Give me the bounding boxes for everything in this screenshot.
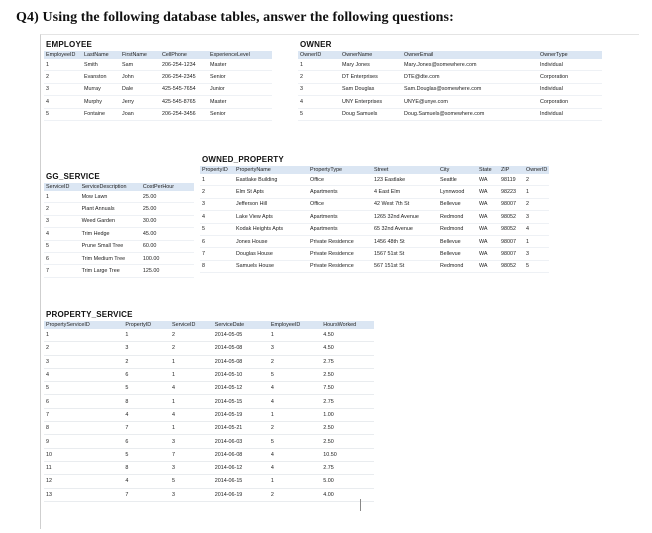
table-cell: 98223	[499, 186, 524, 198]
table-cell: 206-254-1234	[160, 59, 208, 71]
table-cell: 2.50	[321, 368, 374, 381]
table-cell: 7	[200, 248, 234, 260]
table-row	[44, 448, 374, 461]
table-row	[44, 265, 194, 277]
table-cell: 7.50	[321, 382, 374, 395]
table-cell: Bellevue	[438, 198, 477, 210]
column-header: ExperienceLevel	[208, 51, 272, 59]
table-cell: 7	[44, 265, 80, 277]
column-header: OwnerName	[340, 51, 402, 59]
column-header: PropertyServiceID	[44, 321, 123, 329]
column-header: PropertyName	[234, 166, 308, 174]
table-cell: 1	[269, 408, 321, 421]
table-cell: Eastlake Building	[234, 174, 308, 186]
table-cell: 4	[44, 368, 123, 381]
table-cell: Sam.Douglas@somewhere.com	[402, 83, 538, 95]
table-cell: 3	[524, 211, 549, 223]
table-cell: Private Residence	[308, 248, 372, 260]
table-cell: 98007	[499, 248, 524, 260]
table-cell: 4	[44, 228, 80, 240]
column-header: HoursWorked	[321, 321, 374, 329]
table-row	[44, 435, 374, 448]
table-cell: 2014-05-19	[213, 408, 269, 421]
table-cell: Trim Medium Tree	[80, 252, 141, 264]
table-cell: 2	[269, 422, 321, 435]
table-cell: 7	[123, 422, 170, 435]
table-cell: Senior	[208, 108, 272, 120]
table-cell: 2.50	[321, 422, 374, 435]
table-cell: 3	[524, 248, 549, 260]
table-row	[44, 96, 272, 108]
table-cell: Office	[308, 174, 372, 186]
table-row	[298, 108, 602, 120]
table-cell: 4	[123, 408, 170, 421]
table-row	[200, 174, 549, 186]
table-cell: 98119	[499, 174, 524, 186]
table-cell: 3	[298, 83, 340, 95]
table-cell: 2	[200, 186, 234, 198]
table-cell: 1456 48th St	[372, 235, 438, 247]
table-row	[44, 83, 272, 95]
table-row	[44, 461, 374, 474]
employee-table	[44, 51, 272, 121]
table-cell: 567 151st St	[372, 260, 438, 272]
table-cell: Weed Garden	[80, 215, 141, 227]
table-cell: 6	[200, 235, 234, 247]
table-cell: 2	[269, 355, 321, 368]
table-cell: 2	[44, 342, 123, 355]
owner-table-block	[298, 40, 640, 121]
owned-property-title: OWNED_PROPERTY	[202, 155, 284, 164]
table-cell: 5	[269, 368, 321, 381]
table-cell: Murray	[82, 83, 120, 95]
table-cell: 5	[200, 223, 234, 235]
column-header: CostPerHour	[141, 183, 194, 191]
table-cell: 5	[123, 448, 170, 461]
table-cell: 6	[44, 252, 80, 264]
table-cell: Dale	[120, 83, 160, 95]
table-cell: 60.00	[141, 240, 194, 252]
table-cell: 1	[524, 235, 549, 247]
table-cell: DTE@dte.com	[402, 71, 538, 83]
table-cell: Corporation	[538, 96, 602, 108]
table-cell: 13	[44, 488, 123, 501]
table-cell: Prune Small Tree	[80, 240, 141, 252]
table-cell: UNYE@unye.com	[402, 96, 538, 108]
table-cell: 4	[123, 475, 170, 488]
table-cell: Master	[208, 96, 272, 108]
table-cell: 2014-05-10	[213, 368, 269, 381]
table-cell: Mow Lawn	[80, 191, 141, 203]
table-cell: 2014-05-08	[213, 342, 269, 355]
table-cell: 3	[269, 342, 321, 355]
table-cell: 2	[298, 71, 340, 83]
column-header: PropertyID	[123, 321, 170, 329]
table-cell: 5.00	[321, 475, 374, 488]
gg-service-table-block	[44, 172, 194, 278]
table-cell: 100.00	[141, 252, 194, 264]
table-cell: 2014-06-08	[213, 448, 269, 461]
column-header: LastName	[82, 51, 120, 59]
table-cell: 2	[170, 342, 213, 355]
table-cell: 2	[524, 198, 549, 210]
table-cell: 5	[44, 382, 123, 395]
table-cell: 206-254-3456	[160, 108, 208, 120]
column-header: ServiceID	[170, 321, 213, 329]
table-cell: 1	[44, 59, 82, 71]
table-cell: Mary Jones	[340, 59, 402, 71]
property-service-table-block	[44, 310, 374, 502]
table-cell: 4	[44, 96, 82, 108]
property-service-table	[44, 321, 374, 502]
column-header: City	[438, 166, 477, 174]
header-row	[44, 51, 272, 59]
column-header: ServiceDescription	[80, 183, 141, 191]
table-cell: 3	[170, 488, 213, 501]
table-cell: 4	[269, 448, 321, 461]
table-cell: 1	[170, 368, 213, 381]
table-cell: Doug.Samuels@somewhere.com	[402, 108, 538, 120]
table-cell: 1	[524, 186, 549, 198]
column-header: CellPhone	[160, 51, 208, 59]
table-cell: 8	[200, 260, 234, 272]
gg-service-table	[44, 183, 194, 278]
table-cell: 5	[170, 475, 213, 488]
table-cell: 2014-06-03	[213, 435, 269, 448]
table-cell: Senior	[208, 71, 272, 83]
table-cell: 2	[524, 174, 549, 186]
table-cell: WA	[477, 260, 499, 272]
table-cell: 1	[170, 355, 213, 368]
table-cell: Murphy	[82, 96, 120, 108]
column-header: ZIP	[499, 166, 524, 174]
owner-title: OWNER	[300, 40, 332, 49]
column-header: PropertyID	[200, 166, 234, 174]
table-cell: 3	[123, 342, 170, 355]
table-cell: 1265 32nd Avenue	[372, 211, 438, 223]
table-cell: 1	[123, 329, 170, 342]
table-cell: WA	[477, 186, 499, 198]
table-row	[44, 71, 272, 83]
table-cell: 30.00	[141, 215, 194, 227]
table-cell: 2014-05-05	[213, 329, 269, 342]
table-cell: 25.00	[141, 191, 194, 203]
table-cell: 5	[298, 108, 340, 120]
table-cell: Evanston	[82, 71, 120, 83]
table-cell: 2	[123, 355, 170, 368]
table-cell: 2.75	[321, 395, 374, 408]
table-cell: Sam	[120, 59, 160, 71]
table-cell: Individual	[538, 108, 602, 120]
header-row	[200, 166, 549, 174]
table-cell: 4.50	[321, 342, 374, 355]
table-cell: 1	[170, 395, 213, 408]
table-cell: 425-545-7654	[160, 83, 208, 95]
table-row	[200, 223, 549, 235]
table-cell: Apartments	[308, 223, 372, 235]
table-row	[44, 203, 194, 215]
table-cell: 3	[170, 435, 213, 448]
table-cell: Corporation	[538, 71, 602, 83]
table-cell: 42 West 7th St	[372, 198, 438, 210]
table-cell: Elm St Apts	[234, 186, 308, 198]
table-cell: 65 32nd Avenue	[372, 223, 438, 235]
table-cell: 6	[123, 435, 170, 448]
table-cell: Lake View Apts	[234, 211, 308, 223]
table-cell: 3	[44, 355, 123, 368]
table-cell: 5	[44, 108, 82, 120]
table-cell: Master	[208, 59, 272, 71]
table-cell: 1	[200, 174, 234, 186]
table-cell: UNY Enterprises	[340, 96, 402, 108]
table-cell: 125.00	[141, 265, 194, 277]
table-cell: 2	[44, 203, 80, 215]
table-cell: 3	[44, 83, 82, 95]
table-cell: 2014-06-12	[213, 461, 269, 474]
table-cell: Seattle	[438, 174, 477, 186]
table-row	[44, 215, 194, 227]
table-cell: 98052	[499, 211, 524, 223]
table-cell: 4.50	[321, 329, 374, 342]
table-cell: 2014-06-19	[213, 488, 269, 501]
table-cell: 4.00	[321, 488, 374, 501]
table-cell: Private Residence	[308, 260, 372, 272]
table-cell: 8	[123, 395, 170, 408]
table-cell: Mary.Jones@somewhere.com	[402, 59, 538, 71]
table-cell: 2014-05-12	[213, 382, 269, 395]
table-row	[44, 355, 374, 368]
table-cell: 3	[44, 215, 80, 227]
header-row	[44, 321, 374, 329]
owned-property-table	[200, 166, 549, 273]
table-cell: 10	[44, 448, 123, 461]
table-cell: 4	[170, 382, 213, 395]
table-cell: Bellevue	[438, 248, 477, 260]
table-row	[44, 252, 194, 264]
table-cell: Plant Annuals	[80, 203, 141, 215]
table-cell: 123 Eastlake	[372, 174, 438, 186]
table-row	[200, 248, 549, 260]
table-cell: 2.75	[321, 355, 374, 368]
table-cell: 3	[170, 461, 213, 474]
table-cell: 2014-06-15	[213, 475, 269, 488]
table-row	[44, 408, 374, 421]
table-row	[44, 240, 194, 252]
column-header: State	[477, 166, 499, 174]
table-cell: 7	[123, 488, 170, 501]
table-cell: 8	[44, 422, 123, 435]
table-cell: 4	[200, 211, 234, 223]
column-header: OwnerType	[538, 51, 602, 59]
column-header: OwnerEmail	[402, 51, 538, 59]
table-cell: 6	[44, 395, 123, 408]
table-cell: 206-254-2345	[160, 71, 208, 83]
table-cell: Private Residence	[308, 235, 372, 247]
table-cell: 8	[123, 461, 170, 474]
table-row	[44, 475, 374, 488]
table-cell: Jefferson Hill	[234, 198, 308, 210]
table-row	[44, 329, 374, 342]
table-cell: 12	[44, 475, 123, 488]
table-cell: 2.50	[321, 435, 374, 448]
table-cell: 10.50	[321, 448, 374, 461]
table-cell: Redmond	[438, 211, 477, 223]
table-cell: WA	[477, 211, 499, 223]
table-cell: 4	[269, 461, 321, 474]
table-cell: 425-545-8765	[160, 96, 208, 108]
table-cell: Office	[308, 198, 372, 210]
column-header: ServiceID	[44, 183, 80, 191]
table-row	[44, 191, 194, 203]
table-cell: Trim Hedge	[80, 228, 141, 240]
table-cell: WA	[477, 235, 499, 247]
table-cell: Jerry	[120, 96, 160, 108]
employee-table-block	[44, 40, 289, 121]
table-cell: 5	[524, 260, 549, 272]
table-cell: Doug Samuels	[340, 108, 402, 120]
table-cell: 98052	[499, 223, 524, 235]
table-row	[200, 211, 549, 223]
table-cell: 6	[123, 368, 170, 381]
table-cell: Individual	[538, 59, 602, 71]
table-row	[44, 422, 374, 435]
table-cell: 4	[170, 408, 213, 421]
table-cell: WA	[477, 223, 499, 235]
table-cell: DT Enterprises	[340, 71, 402, 83]
column-header: EmployeeID	[269, 321, 321, 329]
table-cell: WA	[477, 248, 499, 260]
table-row	[298, 71, 602, 83]
table-row	[200, 235, 549, 247]
table-cell: 4	[298, 96, 340, 108]
header-row	[44, 183, 194, 191]
column-header: EmployeeID	[44, 51, 82, 59]
table-cell: 3	[200, 198, 234, 210]
table-row	[44, 108, 272, 120]
table-cell: 4	[269, 382, 321, 395]
property-service-title: PROPERTY_SERVICE	[46, 310, 133, 319]
table-cell: Kodak Heights Apts	[234, 223, 308, 235]
column-header: OwnerID	[298, 51, 340, 59]
table-row	[44, 368, 374, 381]
text-cursor	[360, 499, 361, 511]
table-row	[298, 59, 602, 71]
table-row	[44, 59, 272, 71]
table-cell: Sam Douglas	[340, 83, 402, 95]
table-cell: 1	[269, 329, 321, 342]
table-cell: Apartments	[308, 211, 372, 223]
table-cell: 2014-05-08	[213, 355, 269, 368]
table-cell: 2014-05-15	[213, 395, 269, 408]
table-cell: 1	[44, 191, 80, 203]
table-cell: 1.00	[321, 408, 374, 421]
table-cell: 1	[44, 329, 123, 342]
table-cell: Trim Large Tree	[80, 265, 141, 277]
table-cell: 1	[170, 422, 213, 435]
table-row	[44, 228, 194, 240]
table-cell: Redmond	[438, 260, 477, 272]
table-cell: Smith	[82, 59, 120, 71]
column-header: Street	[372, 166, 438, 174]
table-cell: Lynnwood	[438, 186, 477, 198]
table-cell: Jones House	[234, 235, 308, 247]
table-cell: 1	[269, 475, 321, 488]
owner-table	[298, 51, 602, 121]
header-row	[298, 51, 602, 59]
table-row	[200, 198, 549, 210]
table-cell: 9	[44, 435, 123, 448]
table-cell: 7	[170, 448, 213, 461]
table-row	[44, 382, 374, 395]
table-cell: 11	[44, 461, 123, 474]
table-cell: 4	[524, 223, 549, 235]
table-cell: Apartments	[308, 186, 372, 198]
table-cell: 2	[170, 329, 213, 342]
table-row	[200, 260, 549, 272]
table-row	[44, 395, 374, 408]
table-cell: WA	[477, 198, 499, 210]
employee-title: EMPLOYEE	[46, 40, 93, 49]
column-header: PropertyType	[308, 166, 372, 174]
table-cell: Douglas House	[234, 248, 308, 260]
table-row	[44, 342, 374, 355]
table-cell: 1567 51st St	[372, 248, 438, 260]
column-header: ServiceDate	[213, 321, 269, 329]
table-cell: Joan	[120, 108, 160, 120]
table-cell: Junior	[208, 83, 272, 95]
column-header: OwnerID	[526, 167, 548, 173]
table-cell: Redmond	[438, 223, 477, 235]
table-cell: 4 East Elm	[372, 186, 438, 198]
owned-property-table-block	[200, 155, 642, 273]
table-cell: Samuels House	[234, 260, 308, 272]
table-cell: 2.75	[321, 461, 374, 474]
table-row	[200, 186, 549, 198]
table-cell: 2	[44, 71, 82, 83]
table-cell: 45.00	[141, 228, 194, 240]
question-heading: Q4) Using the following database tables, answer the following questions:	[16, 10, 454, 25]
table-cell: 5	[123, 382, 170, 395]
table-cell: 2014-05-21	[213, 422, 269, 435]
table-cell: 2	[269, 488, 321, 501]
table-cell: 5	[269, 435, 321, 448]
table-cell: 98007	[499, 235, 524, 247]
table-cell: John	[120, 71, 160, 83]
table-cell: Individual	[538, 83, 602, 95]
table-cell: 1	[298, 59, 340, 71]
table-row	[44, 488, 374, 501]
table-cell: 25.00	[141, 203, 194, 215]
gg-service-title: GG_SERVICE	[46, 172, 100, 181]
table-row	[298, 96, 602, 108]
table-cell: WA	[477, 174, 499, 186]
table-cell: Bellevue	[438, 235, 477, 247]
table-cell: 4	[269, 395, 321, 408]
table-cell: 98052	[499, 260, 524, 272]
column-header: FirstName	[120, 51, 160, 59]
table-cell: 98007	[499, 198, 524, 210]
table-cell: 7	[44, 408, 123, 421]
table-cell: Fontaine	[82, 108, 120, 120]
table-row	[298, 83, 602, 95]
table-cell: 5	[44, 240, 80, 252]
